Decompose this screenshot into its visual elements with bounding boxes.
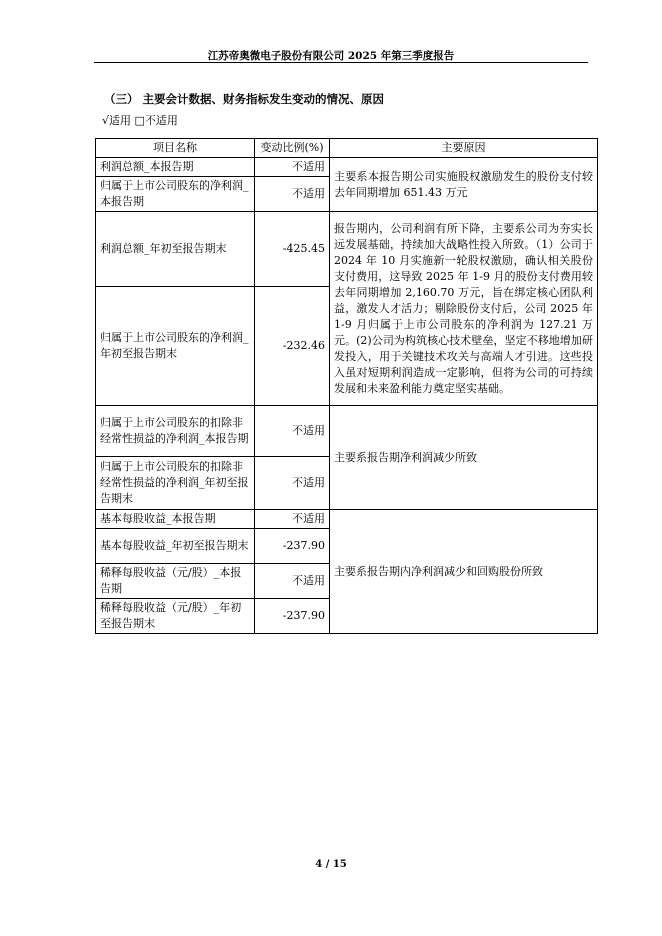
row-item: 稀释每股收益（元/股）_年初至报告期末	[96, 599, 255, 634]
row-item: 利润总额_年初至报告期末	[96, 212, 255, 287]
row-change: -425.45	[255, 212, 330, 287]
row-item: 归属于上市公司股东的扣除非经常性损益的净利润_本报告期	[96, 406, 255, 457]
page-number: 4 / 15	[315, 859, 347, 870]
row-item: 归属于上市公司股东的净利润_本报告期	[96, 177, 255, 212]
table-row	[96, 406, 598, 457]
applicability-checkbox-line: √适用 □不适用	[102, 114, 178, 127]
table-header-row	[96, 139, 598, 158]
section-heading: （三） 主要会计数据、财务指标发生变动的情况、原因	[104, 92, 385, 106]
row-change: -237.90	[255, 529, 330, 564]
table-row	[96, 212, 598, 287]
row-change: 不适用	[255, 406, 330, 457]
row-item: 基本每股收益_年初至报告期末	[96, 529, 255, 564]
row-change: 不适用	[255, 564, 330, 599]
column-header-change: 变动比例(%)	[255, 139, 330, 158]
row-change: 不适用	[255, 510, 330, 529]
row-change: 不适用	[255, 177, 330, 212]
table-row	[96, 158, 598, 177]
financial-changes-table	[95, 138, 598, 634]
table-row	[96, 510, 598, 529]
reason-cell: 主要系报告期净利润减少所致	[330, 406, 598, 510]
row-change: 不适用	[255, 158, 330, 177]
row-item: 利润总额_本报告期	[96, 158, 255, 177]
row-change: 不适用	[255, 457, 330, 510]
reason-cell: 报告期内，公司利润有所下降，主要系公司为夯实长远发展基础，持续加大战略性投入所致。（1）公司于 2024 年 10 月实施新一轮股权激励，确认相关股份支付费用，这导致 2025 年 1-9 月的股份支付费用较去年同期增加 2,160.70 万元，旨在绑定核心团队利益，激发人才活力；剔除股份支付后，公司 2025 年 1-9 月归属于上市公司股东的净利润为 127.21 万元。(2)公司为构筑核心技术壁垒，坚定不移地增加研发投入，用于关键技术攻关与高端人才引进。这些投入虽对短期利润造成一定影响，但将为公司的可持续发展和未来盈利能力奠定坚实基础。	[330, 212, 598, 406]
reason-cell: 主要系报告期内净利润减少和回购股份所致	[330, 510, 598, 634]
row-item: 稀释每股收益（元/股）_本报告期	[96, 564, 255, 599]
column-header-item: 项目名称	[96, 139, 255, 158]
row-item: 归属于上市公司股东的净利润_年初至报告期末	[96, 287, 255, 406]
row-item: 基本每股收益_本报告期	[96, 510, 255, 529]
reason-cell: 主要系本报告期公司实施股权激励发生的股份支付较去年同期增加 651.43 万元	[330, 158, 598, 212]
column-header-reason: 主要原因	[330, 139, 598, 158]
row-change: -232.46	[255, 287, 330, 406]
header-divider	[94, 62, 588, 63]
row-item: 归属于上市公司股东的扣除非经常性损益的净利润_年初至报告期末	[96, 457, 255, 510]
report-header-title: 江苏帝奥微电子股份有限公司 2025 年第三季度报告	[207, 50, 455, 62]
row-change: -237.90	[255, 599, 330, 634]
